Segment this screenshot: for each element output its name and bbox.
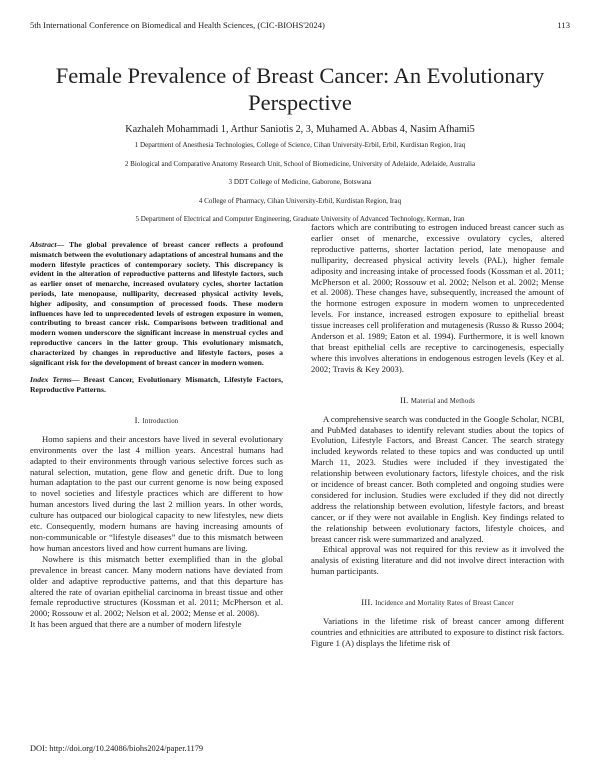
affiliation-1: 1 Department of Anesthesia Technologies, College of Science, Cihan University-Erbil, Erbil, Kurdistan Region, Iraq [134, 141, 466, 149]
index-terms-label: Index Terms— [30, 375, 80, 385]
page-number: 113 [557, 20, 570, 30]
doi-footer: DOI: http://doi.org/10.24086/biohs2024/paper.1179 [30, 744, 204, 753]
paper-title: Female Prevalence of Breast Cancer: An Evolutionary Perspective [55, 63, 545, 115]
section-heading-incidence: III. Incidence and Mortality Rates of Breast Cancer [361, 597, 514, 608]
index-terms-text: Breast Cancer, Evolutionary Mismatch, Lifestyle Factors, Reproductive Patterns. [30, 375, 283, 395]
running-header [30, 20, 570, 34]
abstract [30, 240, 283, 367]
affiliation-4: 4 College of Pharmacy, Cihan University-Erbil, Kurdistan Region, Iraq [198, 196, 402, 205]
intro-paragraph: Homo sapiens and their ancestors have lived in several evolutionary environments over the last 4 million years. Ancestral humans had adapted to their environments through various selective forces such as natural selection, mutation, gene flow and genetic drift. Due to long human adaptation to the past our current genome is now being exposed to novel societies and lifestyle practices which are different to how human ancestors lived during the last 2 million years. In other words, culture has outpaced our biological capacity to new lifestyles, new diets etc. Consequently, modern humans are having increasing amounts of non-communicable or “lifestyle diseases” due to this mismatch between how human ancestors lived and how current humans are living. [30, 433, 283, 553]
section-heading-introduction: I. Introduction [134, 414, 179, 425]
affiliations [30, 141, 570, 234]
incidence-paragraph: Variations in the lifetime risk of breast cancer among different countries and ethnicities are attributed to exposure to distinct risk factors. Figure 1 (A) displays the lifetime risk of [311, 616, 564, 648]
body-paragraph: factors which are contributing to estrogen induced breast cancer such as earlier onset of menarche, excessive ovulatory cycles, altered reproductive patterns, shorter lactation period, late menopause and nulliparity, decreased physical activity levels (PAL), higher female adiposity and increasing intake of processed foods (Kossman et al. 2011; McPherson et al. 2000; Rossouw et al. 2002; Nelson et al. 2002; Mense et al. 2008). These changes have, subsequently, increased the amount of the hormone estrogen exposure in modern women to unprecedented levels. For instance, increased estrogen exposure to epithelial breast tissue increases cell proliferation and mutagenesis (Russo & Russo 2004; Anderson et al. 1989; Eaton et al. 1994). Furthermore, it is well known that breast epithelial cells are receptive to carcinogenesis, especially where this involves alterations in endogenous estrogen levels (Key et al. 2002; Travis & Key 2003). [311, 222, 564, 374]
intro-paragraph: Nowhere is this mismatch better exemplified than in the global prevalence in breast cancer. Many modern nations have deviated from older and adaptive reproductive patterns, and that this departure has altered the rate of ovarian epithelial carcinoma in breast tissue and other female reproductive structures (Kossman et al. 2011; McPherson et al. 2000; Rossouw et al. 2002; Nelson et al. 2002; Mense et al. 2008). [30, 553, 283, 619]
left-column [30, 240, 283, 630]
author-list: Kazhaleh Mohammadi 1, Arthur Saniotis 2, 3, Muhamed A. Abbas 4, Nasim Afhami5 [125, 124, 475, 135]
section-heading-methods: II. Material and Methods [400, 394, 475, 405]
abstract-label: Abstract— [30, 240, 65, 249]
methods-paragraph: A comprehensive search was conducted in the Google Scholar, NCBI, and PubMed databases to identify relevant studies about the topics of Evolution, Lifestyle Factors, and Breast Cancer. The search strategy included keywords related to these topics and was conducted up until March 11, 2023. Studies were included if they investigated the relationship between evolutionary factors, lifestyle choices, and the risk or incidence of breast cancer. Both completed and ongoing studies were considered for inclusion. Studies were excluded if they did not directly address the relationship between evolution, lifestyle factors, and breast cancer, or if they were not available in English. Key findings related to the relationship between evolutionary factors, lifestyle choices, and breast cancer risk were summarized and analyzed. [311, 413, 564, 544]
abstract-text: The global prevalence of breast cancer reflects a profound mismatch between the evolutionary adaptations of ancestral humans and the modern lifestyle practices of contemporary society. This discrepancy is evident in the alteration of reproductive patterns and lifestyle factors, such as earlier onset of menarche, increased ovulatory cycles, shorter lactation periods, late menopause, nulliparity, decreased physical activity levels, higher adiposity, and consumption of processed foods. These modern influences have led to unprecedented levels of estrogen exposure in women, contributing to breast cancer risk. Comparisons between traditional and modern women underscore the significant increase in menstrual cycles and reproductive cancers in the latter group. This evolutionary mismatch, characterized by changes in reproductive and lifestyle factors, poses a significant risk for the development of breast cancer in modern women. [30, 240, 283, 367]
affiliation-2: 2 Biological and Comparative Anatomy Research Unit, School of Biomedicine, University of Adelaide, Adelaide, Australia [124, 159, 476, 168]
methods-paragraph: Ethical approval was not required for this review as it involved the analysis of existing literature and did not involve direct interaction with human participants. [311, 544, 564, 577]
affiliation-5: 5 Department of Electrical and Computer Engineering, Graduate University of Advanced Technology, Kerman, Iran [135, 215, 465, 224]
conference-name: 5th International Conference on Biomedical and Health Sciences, (CIC-BIOHS'2024) [30, 20, 325, 30]
right-column [311, 222, 564, 649]
index-terms [30, 375, 283, 395]
affiliation-3: 3 DDT College of Medicine, Gaborone, Botswana [228, 178, 372, 187]
intro-paragraph: It has been argued that there are a number of modern lifestyle [30, 619, 242, 630]
